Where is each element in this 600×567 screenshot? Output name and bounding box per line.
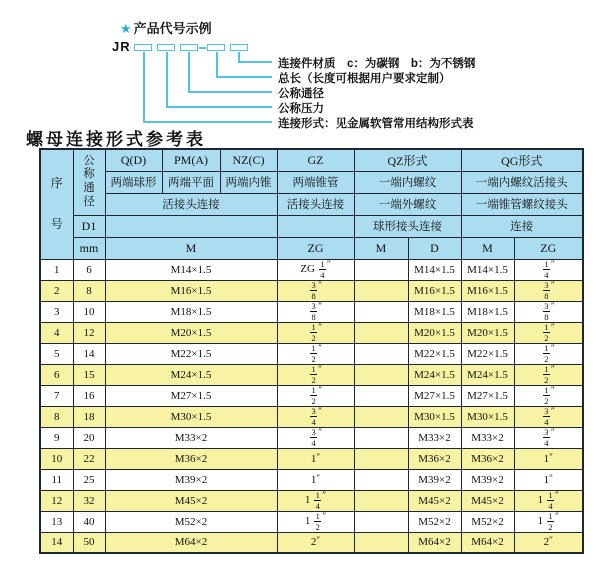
cell-qg-m: M22×1.5 [461,343,514,364]
cell-dn: 6 [73,259,105,280]
cell-qg-zg: $\frac{1}{2}$ ″ [514,343,583,364]
table-title: 螺母连接形式参考表 [26,130,206,149]
fraction: $\frac{3}{4}$ [544,427,549,448]
diagram-label-connection: 连接形式：见金属软管常用结构形式表 [278,118,474,130]
header-union-connection: 活接头连接 [105,193,277,215]
cell-gz-zg: 1″ [277,448,354,469]
cell-qg-m: M24×1.5 [461,364,514,385]
cell-m: M45×2 [105,490,277,511]
table-row [40,532,583,553]
cell-gz-zg: $\frac{3}{4}$ ″ [277,406,354,427]
cell-qz-m [354,532,408,553]
fraction: $\frac{1}{2}$ [311,364,316,385]
cell-qg-m: M45×2 [461,490,514,511]
cell-qz-d: M39×2 [408,469,461,490]
header-seq: 序号 [40,149,73,259]
cell-gz-zg: 2″ [277,532,354,553]
code-box-4 [207,44,225,51]
cell-seq: 1 [40,259,73,280]
cell-dn: 20 [73,427,105,448]
cell-qg-zg: 1″ [514,469,583,490]
header-qz-ball-joint: 球形接头连接 [354,215,461,237]
cell-m: M22×1.5 [105,343,277,364]
cell-qz-d: M45×2 [408,490,461,511]
fraction: $\frac{1}{2}$ [544,322,549,343]
header-gz-desc: 两端锥管 [277,171,354,193]
header-qz-form: QZ形式 [354,149,461,171]
cell-m: M24×1.5 [105,364,277,385]
fraction: $\frac{3}{8}$ [544,280,549,301]
code-box-2 [157,44,175,51]
code-box-5 [230,44,248,51]
cell-qz-m [354,490,408,511]
cell-m: M30×1.5 [105,406,277,427]
cell-qg-zg: $\frac{1}{2}$ ″ [514,322,583,343]
cell-gz-zg: 1 $\frac{1}{2}$ ″ [277,511,354,532]
connector-line [188,91,272,93]
table-row [40,511,583,532]
code-prefix: JR [112,39,131,54]
cell-qg-m: M30×1.5 [461,406,514,427]
fraction: $\frac{1}{2}$ [311,343,316,364]
cell-dn: 14 [73,343,105,364]
header-dn: 公称通径 [73,149,105,215]
cell-gz-zg: $\frac{3}{8}$ ″ [277,301,354,322]
connector-line [143,52,145,122]
cell-qz-d: M30×1.5 [408,406,461,427]
cell-qg-m: M52×2 [461,511,514,532]
fraction: $\frac{1}{4}$ [320,259,325,280]
cell-seq: 3 [40,301,73,322]
table-row [40,322,583,343]
table-row [40,385,583,406]
header-empty-cell [277,215,354,237]
cell-seq: 14 [40,532,73,553]
table-row [40,469,583,490]
fraction: $\frac{3}{4}$ [311,406,316,427]
header-q-d: Q(D) [105,149,162,171]
cell-seq: 5 [40,343,73,364]
cell-qz-d: M52×2 [408,511,461,532]
cell-qg-zg: 2″ [514,532,583,553]
cell-gz-zg: ZG $\frac{1}{4}$ ″ [277,259,354,280]
table-row [40,490,583,511]
cell-dn: 50 [73,532,105,553]
header-qg-desc: 一端内螺纹活接头 [461,171,583,193]
cell-m: M14×1.5 [105,259,277,280]
table-row [40,427,583,448]
connector-line [216,76,272,78]
header-qg-form: QG形式 [461,149,583,171]
cell-m: M64×2 [105,532,277,553]
cell-qg-zg: 1 $\frac{1}{4}$ ″ [514,490,583,511]
diagram-label-length: 总长（长度可根据用户要求定制） [278,73,451,85]
header-qg-taper-thread: 一端锥管螺纹接头 [461,193,583,215]
header-q-desc: 两端球形 [105,171,162,193]
table-row [40,259,583,280]
diagram-heading [120,18,212,37]
fraction: $\frac{3}{8}$ [311,280,316,301]
cell-qz-d: M22×1.5 [408,343,461,364]
cell-dn: 25 [73,469,105,490]
cell-qg-zg: $\frac{1}{2}$ ″ [514,385,583,406]
cell-qz-m [354,322,408,343]
cell-dn: 8 [73,280,105,301]
cell-gz-zg: $\frac{1}{2}$ ″ [277,343,354,364]
header-gz: GZ [277,149,354,171]
cell-qg-m: M36×2 [461,448,514,469]
code-dash [199,47,206,49]
header-nz-desc: 两端内锥 [220,171,277,193]
cell-dn: 16 [73,385,105,406]
cell-dn: 32 [73,490,105,511]
cell-qz-d: M64×2 [408,532,461,553]
header-nz-c: NZ(C) [220,149,277,171]
cell-qz-m [354,406,408,427]
cell-seq: 8 [40,406,73,427]
fraction: $\frac{3}{4}$ [311,427,316,448]
header-qg-zg: ZG [514,237,583,259]
cell-qz-d: M33×2 [408,427,461,448]
header-empty-cell [105,215,277,237]
cell-qz-d: M16×1.5 [408,280,461,301]
fraction: $\frac{1}{4}$ [544,259,549,280]
cell-m: M36×2 [105,448,277,469]
cell-seq: 4 [40,322,73,343]
cell-qz-d: M24×1.5 [408,364,461,385]
cell-qg-zg: $\frac{1}{4}$ ″ [514,259,583,280]
cell-dn: 18 [73,406,105,427]
table-row [40,343,583,364]
fraction: $\frac{1}{2}$ [544,385,549,406]
diagram-label-diameter: 公称通径 [278,88,324,100]
cell-qg-zg: 1″ [514,448,583,469]
cell-m: M16×1.5 [105,280,277,301]
cell-qg-zg: $\frac{1}{2}$ ″ [514,364,583,385]
cell-m: M52×2 [105,511,277,532]
fraction: $\frac{3}{8}$ [311,301,316,322]
cell-qg-zg: 1 $\frac{1}{2}$ ″ [514,511,583,532]
cell-m: M18×1.5 [105,301,277,322]
cell-seq: 13 [40,511,73,532]
diagram-heading-text: 产品代号示例 [133,21,212,36]
cell-qz-d: M18×1.5 [408,301,461,322]
fraction: $\frac{1}{2}$ [548,511,553,532]
cell-dn: 10 [73,301,105,322]
header-qz-external-thread: 一端外螺纹 [354,193,461,215]
header-qz-d: D [408,237,461,259]
cell-dn: 40 [73,511,105,532]
header-gz-union: 活接头连接 [277,193,354,215]
cell-qg-m: M14×1.5 [461,259,514,280]
cell-gz-zg: 1 $\frac{1}{4}$ ″ [277,490,354,511]
cell-qg-m: M39×2 [461,469,514,490]
cell-qz-d: M36×2 [408,448,461,469]
cell-seq: 2 [40,280,73,301]
cell-qg-m: M64×2 [461,532,514,553]
diagram-label-pressure: 公称压力 [278,103,324,115]
cell-gz-zg: $\frac{1}{2}$ ″ [277,364,354,385]
header-qg-m: M [461,237,514,259]
table-body [40,259,583,553]
cell-m: M33×2 [105,427,277,448]
code-box-1 [134,44,152,51]
table-row [40,406,583,427]
cell-qg-m: M33×2 [461,427,514,448]
fraction: $\frac{1}{2}$ [544,364,549,385]
connector-line [166,106,272,108]
table-row [40,448,583,469]
cell-qz-m [354,259,408,280]
cell-qg-zg: $\frac{3}{4}$ ″ [514,406,583,427]
cell-qz-m [354,385,408,406]
header-mm: mm [73,237,105,259]
table-row [40,280,583,301]
diagram-label-material: 连接件材质 c：为碳钢 b：为不锈钢 [278,58,476,70]
fraction: $\frac{1}{2}$ [311,385,316,406]
cell-qz-m [354,469,408,490]
code-box-3 [180,44,198,51]
header-d1: D1 [73,215,105,237]
cell-qz-m [354,301,408,322]
cell-seq: 9 [40,427,73,448]
header-qg-connection: 连接 [461,215,583,237]
connector-line [238,61,272,63]
fraction: $\frac{1}{2}$ [544,343,549,364]
cell-qz-m [354,280,408,301]
cell-qg-m: M27×1.5 [461,385,514,406]
table-row [40,301,583,322]
cell-seq: 6 [40,364,73,385]
header-qz-desc: 一端内螺纹 [354,171,461,193]
nut-connection-reference-table [39,148,584,554]
header-gz-zg: ZG [277,237,354,259]
cell-seq: 12 [40,490,73,511]
header-pm-desc: 两端平面 [162,171,220,193]
fraction: $\frac{1}{4}$ [315,490,320,511]
cell-qg-zg: $\frac{3}{4}$ ″ [514,427,583,448]
cell-gz-zg: $\frac{1}{2}$ ″ [277,322,354,343]
cell-dn: 12 [73,322,105,343]
connector-line [166,52,168,107]
cell-qz-d: M27×1.5 [408,385,461,406]
cell-gz-zg: 1″ [277,469,354,490]
cell-seq: 10 [40,448,73,469]
fraction: $\frac{3}{8}$ [544,301,549,322]
cell-seq: 11 [40,469,73,490]
cell-qz-m [354,364,408,385]
cell-gz-zg: $\frac{3}{4}$ ″ [277,427,354,448]
cell-dn: 15 [73,364,105,385]
connector-line [143,121,272,123]
cell-gz-zg: $\frac{1}{2}$ ″ [277,385,354,406]
cell-qz-d: M20×1.5 [408,322,461,343]
fraction: $\frac{1}{4}$ [548,490,553,511]
header-m-wide: M [105,237,277,259]
cell-qg-m: M20×1.5 [461,322,514,343]
table-row [40,364,583,385]
cell-qz-m [354,343,408,364]
cell-m: M27×1.5 [105,385,277,406]
fraction: $\frac{1}{2}$ [311,322,316,343]
cell-qg-m: M16×1.5 [461,280,514,301]
header-qz-m: M [354,237,408,259]
cell-qg-m: M18×1.5 [461,301,514,322]
connector-line [216,52,218,77]
fraction: $\frac{3}{4}$ [544,406,549,427]
cell-qz-m [354,448,408,469]
cell-seq: 7 [40,385,73,406]
cell-qg-zg: $\frac{3}{8}$ ″ [514,301,583,322]
cell-qg-zg: $\frac{3}{8}$ ″ [514,280,583,301]
cell-qz-d: M14×1.5 [408,259,461,280]
cell-m: M20×1.5 [105,322,277,343]
cell-qz-m [354,427,408,448]
connector-line [188,52,190,92]
header-pm-a: PM(A) [162,149,220,171]
cell-m: M39×2 [105,469,277,490]
cell-dn: 22 [73,448,105,469]
cell-qz-m [354,511,408,532]
fraction: $\frac{1}{2}$ [315,511,320,532]
cell-gz-zg: $\frac{3}{8}$ ″ [277,280,354,301]
star-icon: ★ [120,21,132,36]
